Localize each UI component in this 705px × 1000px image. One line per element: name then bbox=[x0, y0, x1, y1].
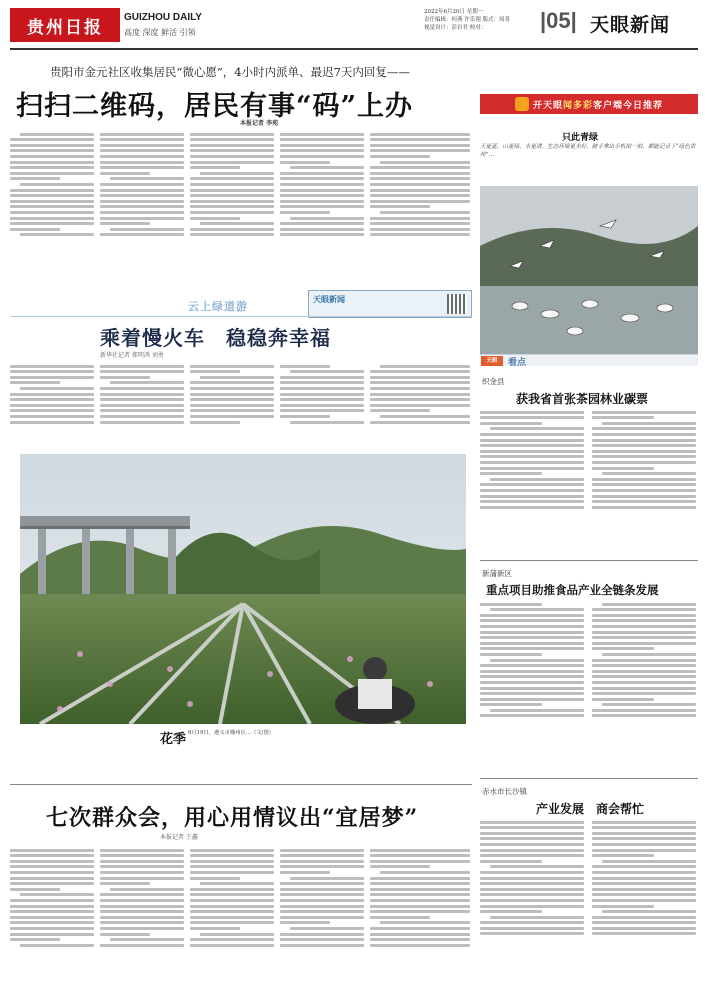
story1-body-col3 bbox=[190, 130, 274, 290]
issue-meta bbox=[424, 8, 534, 32]
right-divider-1 bbox=[480, 560, 698, 561]
story3-body-col2 bbox=[100, 846, 184, 992]
r3-body-col1 bbox=[480, 818, 584, 992]
r1-region: 织金县 bbox=[482, 377, 505, 386]
section-divider bbox=[10, 316, 472, 317]
story1-headline[interactable]: 扫扫二维码，居民有事“码”上办 bbox=[16, 91, 414, 122]
r2-body-col2 bbox=[592, 600, 696, 776]
story1-body-col1 bbox=[10, 130, 94, 290]
story2-headline[interactable]: 乘着慢火车 稳稳奔幸福 bbox=[100, 326, 331, 350]
section-title: 天眼新闻 bbox=[590, 14, 671, 36]
page-number: |05| bbox=[540, 8, 577, 33]
r1-headline[interactable]: 获我省首张茶园林业碳票 bbox=[516, 392, 649, 406]
r1-body-col2 bbox=[592, 408, 696, 558]
photo-illustration bbox=[20, 454, 466, 724]
newspaper-logo: 贵州日报 bbox=[10, 8, 120, 42]
banner-highlight: 闻多彩 bbox=[562, 100, 593, 111]
newspaper-slogan: 高度 深度 鲜活 引领 bbox=[124, 28, 196, 37]
app-recommendation-banner[interactable] bbox=[480, 94, 698, 114]
promo-tab-label: 天眼新闻 bbox=[313, 294, 345, 304]
story3-body-col4 bbox=[280, 846, 364, 992]
banner-suffix: 客户端今日推荐 bbox=[593, 100, 664, 111]
story1-kicker: 贵阳市金元社区收集居民“微心愿”，4小时内派单、最迟7天内回复—— bbox=[50, 65, 410, 79]
right-column bbox=[480, 54, 698, 994]
feature-intro: 天更蓝、山更绿、水更清，生态环境更美好。随手拿出手机拍一拍，都能记录下“绿色贵州”… bbox=[480, 144, 696, 158]
story3-headline[interactable]: 七次群众会，用心用情议出“宜居梦” bbox=[46, 805, 419, 831]
highlights-icon: 天眼 bbox=[481, 356, 503, 366]
masthead-divider bbox=[10, 48, 698, 50]
right-divider-2 bbox=[480, 778, 698, 779]
story1-body-col5 bbox=[370, 130, 470, 290]
egret-illustration bbox=[480, 186, 698, 354]
r3-headline[interactable]: 产业发展 商会帮忙 bbox=[536, 802, 645, 816]
r2-headline[interactable]: 重点项目助推食品产业全链条发展 bbox=[486, 583, 659, 597]
issue-design: 视觉设计：彭岩君 校对： bbox=[424, 25, 487, 31]
promo-qr-tab[interactable] bbox=[308, 290, 472, 318]
story1-body-col2 bbox=[100, 130, 184, 290]
main-column bbox=[10, 54, 472, 994]
newspaper-english-name: GUIZHOU DAILY bbox=[124, 12, 202, 23]
app-icon bbox=[515, 97, 529, 111]
story2-byline: 新华社记者 郑明鸿 刘勇 bbox=[100, 352, 164, 359]
story3-body-col1 bbox=[10, 846, 94, 992]
r3-region: 赤水市长沙镇 bbox=[482, 787, 527, 796]
story1-byline: 本报记者 李苑 bbox=[240, 120, 279, 127]
story2-body-col3 bbox=[190, 362, 274, 452]
r2-region: 新蒲新区 bbox=[482, 569, 512, 578]
travel-section-label: 云上绿道游 bbox=[188, 300, 248, 313]
story2-body-col4 bbox=[280, 362, 364, 452]
story3-body-col5 bbox=[370, 846, 470, 992]
story2-body-col5 bbox=[370, 362, 470, 452]
r3-body-col2 bbox=[592, 818, 696, 992]
highlights-tab[interactable] bbox=[480, 354, 698, 366]
flower-field-photo bbox=[20, 454, 466, 724]
story1-body-col4 bbox=[280, 130, 364, 290]
issue-editors: 责任编辑：何燕 许乐翔 版式：周菁 bbox=[424, 17, 510, 23]
egret-photo bbox=[480, 186, 698, 354]
story2-body-col1 bbox=[10, 362, 94, 452]
qr-code-icon[interactable] bbox=[447, 294, 467, 314]
feature-title[interactable]: 只此青绿 bbox=[562, 133, 599, 143]
masthead bbox=[0, 0, 705, 60]
r1-body-col1 bbox=[480, 408, 584, 558]
banner-prefix: 开天眼 bbox=[532, 100, 563, 111]
story3-byline: 本报记者 王鑫 bbox=[160, 834, 198, 841]
r2-body-col1 bbox=[480, 600, 584, 776]
story2-body-col2 bbox=[100, 362, 184, 452]
story-divider bbox=[10, 784, 472, 785]
photo-caption-badge: 花季 bbox=[160, 732, 187, 747]
story3-body-col3 bbox=[190, 846, 274, 992]
highlights-title: 看点 bbox=[508, 358, 527, 368]
photo-caption: 6月19日，遵义市播州区…（文/图） bbox=[188, 730, 275, 736]
issue-date: 2022年6月20日 星期一 bbox=[424, 9, 484, 15]
